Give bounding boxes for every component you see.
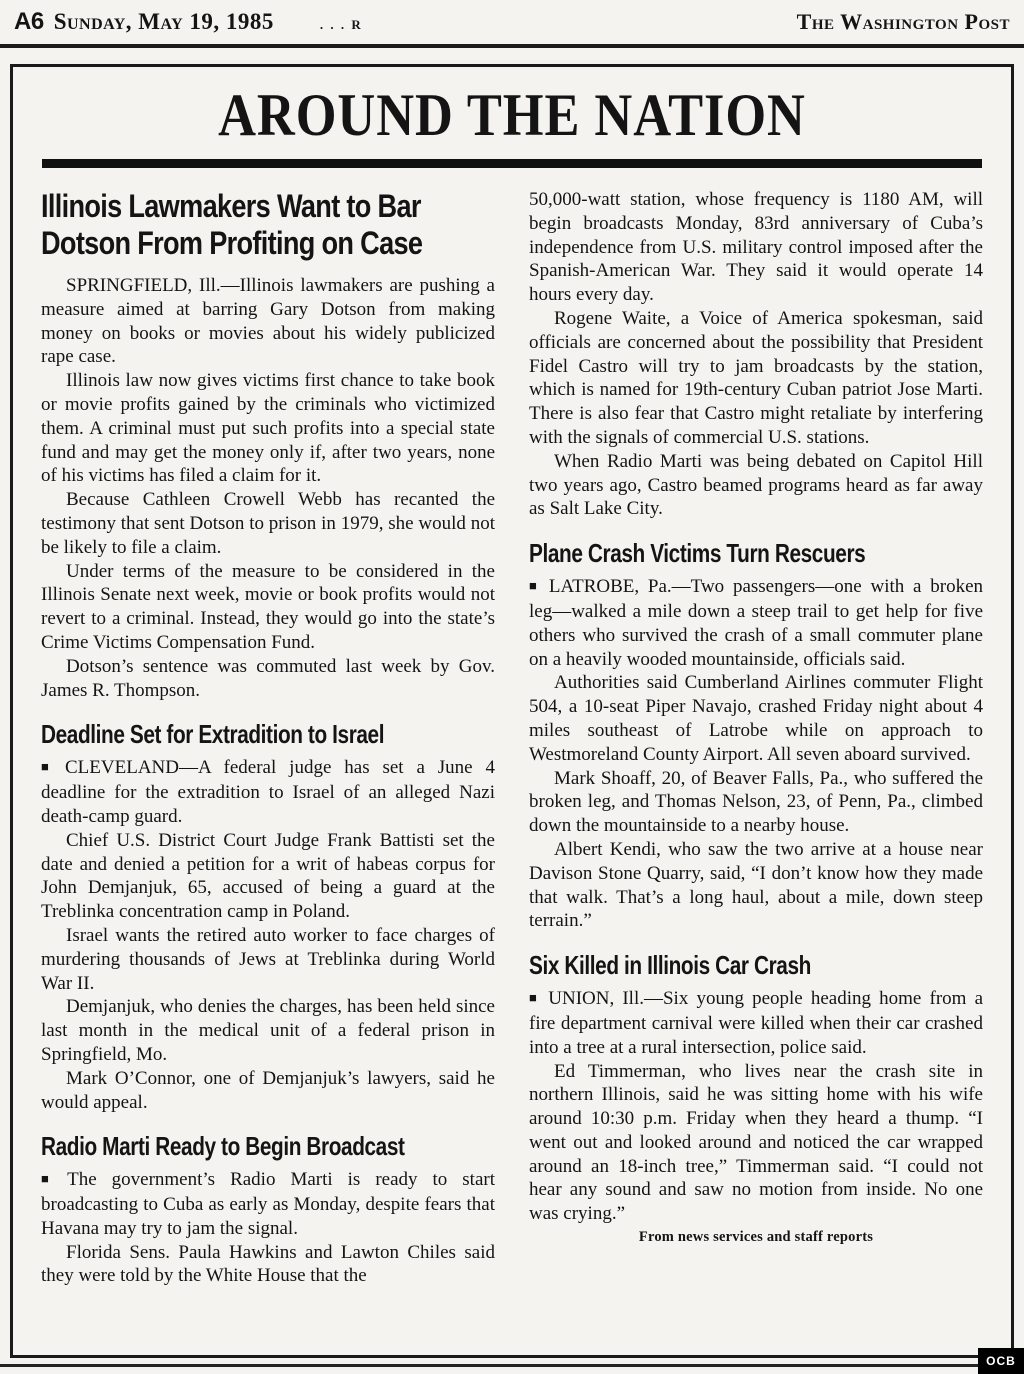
article-paragraph: [41, 756, 495, 828]
article-paragraph: [41, 1168, 495, 1240]
page-date: Sunday, May 19, 1985: [53, 9, 274, 34]
article-paragraph: Florida Sens. Paula Hawkins and Lawton Chiles said they were told by the White House that the: [41, 1241, 495, 1287]
article-paragraph: Ed Timmerman, who lives near the crash site in northern Illinois, said he was sitting home with his wife around 10:30 p.m. Friday when they heard a thump. “I went out and looked around and noticed the car wrapped around an 18-inch tree,” Timmerman said. “I could not hear any sound and saw no motion from inside. No one was crying.”: [529, 1060, 983, 1225]
article-paragraph: [529, 987, 983, 1059]
article-paragraph: 50,000-watt station, whose frequency is 1180 AM, will begin broadcasts Monday, 83rd anniversary of Cuba’s independence from U.S. military control imposed after the Spanish-American War. They said it would operate 14 hours every day.: [529, 189, 983, 306]
page-header-left: [14, 8, 363, 36]
article-paragraph: Under terms of the measure to be considered in the Illinois Senate next week, movie or book profits would not revert to a criminal. Instead, they would go into the state’s Crime Victims Compensation Fund.: [41, 560, 495, 653]
article-headline: Six Killed in Illinois Car Crash: [529, 950, 811, 981]
square-bullet-icon: ■: [529, 578, 541, 594]
title-rule: [42, 159, 982, 168]
article-paragraph: Dotson’s sentence was commuted last week by Gov. James R. Thompson.: [41, 655, 495, 701]
article-columns: [41, 188, 983, 1288]
page-header: [14, 8, 1010, 36]
paragraph-text: LATROBE, Pa.—Two passengers—one with a broken leg—walked a mile down a steep trail to get help for five others who survived the crash of a small commuter plane on a heavily wooded mountainside, officials said.: [529, 576, 983, 670]
article-headline: Radio Marti Ready to Begin Broadcast: [41, 1131, 405, 1162]
article-paragraph: When Radio Marti was being debated on Capitol Hill two years ago, Castro beamed programs heard as far away as Salt Lake City.: [529, 450, 983, 520]
left-column: [41, 188, 495, 1288]
article-paragraph: SPRINGFIELD, Ill.—Illinois lawmakers are pushing a measure aimed at barring Gary Dotson from making money on books or movies about his widely publicized rape case.: [41, 275, 495, 368]
article-paragraph: Mark Shoaff, 20, of Beaver Falls, Pa., who suffered the broken leg, and Thomas Nelson, 23, of Penn, Pa., climbed down the mountainside to a nearby house.: [529, 767, 983, 837]
masthead: The Washington Post: [796, 9, 1010, 34]
bottom-rule: [0, 1364, 1024, 1367]
article-paragraph: Israel wants the retired auto worker to face charges of murdering thousands of Jews at Treblinka during World War II.: [41, 924, 495, 994]
article-paragraph: Rogene Waite, a Voice of America spokesman, said officials are concerned about the possibility that President Fidel Castro will try to jam broadcasts by the station, which is named for 19th-century Cuban patriot Jose Marti. There is also fear that Castro might retaliate by interfering with the signals of commercial U.S. stations.: [529, 307, 983, 448]
article-paragraph: Authorities said Cumberland Airlines commuter Flight 504, a 10-seat Piper Navajo, crashed Friday night about 4 miles southeast of Latrobe while on approach to Westmoreland County Airport. All seven aboard survived.: [529, 672, 983, 765]
square-bullet-icon: ■: [41, 1171, 60, 1187]
credit-line: From news services and staff reports: [638, 1229, 874, 1246]
article-paragraph: Mark O’Connor, one of Demjanjuk’s lawyers, said he would appeal.: [41, 1067, 495, 1113]
paragraph-text: CLEVELAND—A federal judge has set a June 4 deadline for the extradition to Israel of an alleged Nazi death-camp guard.: [41, 757, 495, 827]
square-bullet-icon: ■: [41, 759, 57, 775]
article-paragraph: Albert Kendi, who saw the two arrive at a house near Davison Stone Quarry, said, “I don’t know how they made that walk. That’s a long haul, about a mile, down steep terrain.”: [529, 838, 983, 932]
section-title: AROUND THE NATION: [218, 82, 806, 149]
article-paragraph: Illinois law now gives victims first chance to take book or movie profits gained by the criminals who victimized them. A criminal must put such profits into a special state fund and may get the money only if, after two years, none of his victims has filed a claim for it.: [41, 370, 495, 487]
article-paragraph: Because Cathleen Crowell Webb has recanted the testimony that sent Dotson to prison in 1979, she would not be likely to file a claim.: [41, 489, 495, 558]
paragraph-text: The government’s Radio Marti is ready to start broadcasting to Cuba as early as Monday, despite fears that Havana may try to jam the signal.: [41, 1169, 495, 1239]
article-paragraph: Chief U.S. District Court Judge Frank Battisti set the date and denied a petition for a writ of habeas corpus for John Demjanjuk, 65, accused of being a guard at the Treblinka concentration camp in Poland.: [41, 829, 495, 923]
article-headline: Deadline Set for Extradition to Israel: [41, 719, 385, 750]
article-headline: Illinois Lawmakers Want to Bar Dotson From Profiting on Case: [41, 188, 423, 261]
header-rule: [0, 44, 1024, 48]
article-paragraph: [529, 575, 983, 671]
paragraph-text: UNION, Ill.—Six young people heading home from a fire department carnival were killed when their car crashed into a tree at a rural intersection, police said.: [529, 988, 984, 1058]
right-column: [529, 188, 983, 1288]
corner-badge: OCB: [978, 1348, 1024, 1374]
article-headline: Plane Crash Victims Turn Rescuers: [529, 538, 866, 569]
article-paragraph: Demjanjuk, who denies the charges, has been held since last month in the medical unit of a federal prison in Springfield, Mo.: [41, 996, 495, 1065]
edition-mark: . . . R: [319, 17, 363, 32]
square-bullet-icon: ■: [529, 990, 541, 1006]
page-number: A6: [14, 8, 44, 35]
around-the-nation-section: [10, 64, 1014, 1358]
